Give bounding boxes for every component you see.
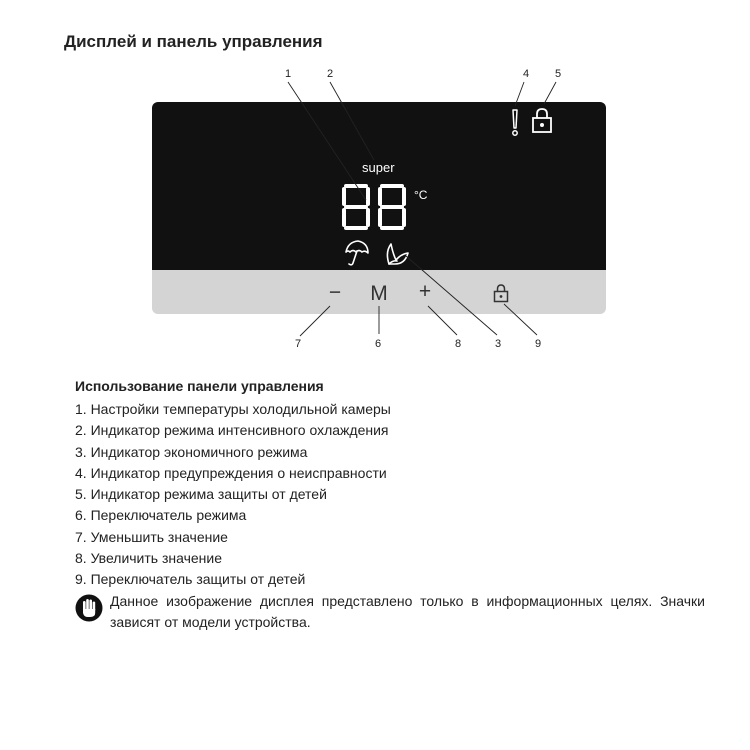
callout-6: 6 <box>374 338 382 350</box>
legend-item: 3. Индикатор экономичного режима <box>75 443 308 460</box>
mode-button[interactable]: M <box>370 282 388 305</box>
callout-9: 9 <box>534 338 542 350</box>
legend-item: 1. Настройки температуры холодильной камеры <box>75 401 391 417</box>
legend-list <box>75 399 391 591</box>
umbrella-icon <box>343 238 371 268</box>
note-text: Данное изображение дисплея представлено только в информационных целях. Значки зависят от модели устройства. <box>110 593 705 630</box>
child-lock-indicator-icon <box>530 106 554 134</box>
callout-3: 3 <box>494 338 502 350</box>
super-mode-indicator: super <box>362 160 395 175</box>
legend-item: 6. Переключатель режима <box>75 507 247 524</box>
child-lock-button[interactable] <box>492 283 510 303</box>
plus-button[interactable]: + <box>418 280 432 303</box>
legend-item: 2. Индикатор режима интенсивного охлаждения <box>75 422 389 439</box>
callout-7: 7 <box>294 338 302 350</box>
legend-heading: Использование панели управления <box>75 378 324 394</box>
hand-stop-icon <box>75 594 103 622</box>
callout-1: 1 <box>284 68 292 80</box>
legend-item: 5. Индикатор режима защиты от детей <box>75 486 327 503</box>
leaf-icon <box>383 240 411 268</box>
callout-4: 4 <box>522 68 530 80</box>
temperature-digits <box>340 183 410 231</box>
callout-2: 2 <box>326 68 334 80</box>
page-title: Дисплей и панель управления <box>64 32 323 51</box>
legend-item: 9. Переключатель защиты от детей <box>75 571 306 588</box>
legend-item: 8. Увеличить значение <box>75 550 223 567</box>
callout-5: 5 <box>554 68 562 80</box>
minus-button[interactable]: − <box>328 281 342 304</box>
callout-8: 8 <box>454 338 462 350</box>
celsius-unit: °C <box>414 188 428 202</box>
legend-item: 4. Индикатор предупреждения о неисправности <box>75 464 387 481</box>
warning-icon <box>508 108 522 138</box>
legend-item: 7. Уменьшить значение <box>75 528 228 545</box>
